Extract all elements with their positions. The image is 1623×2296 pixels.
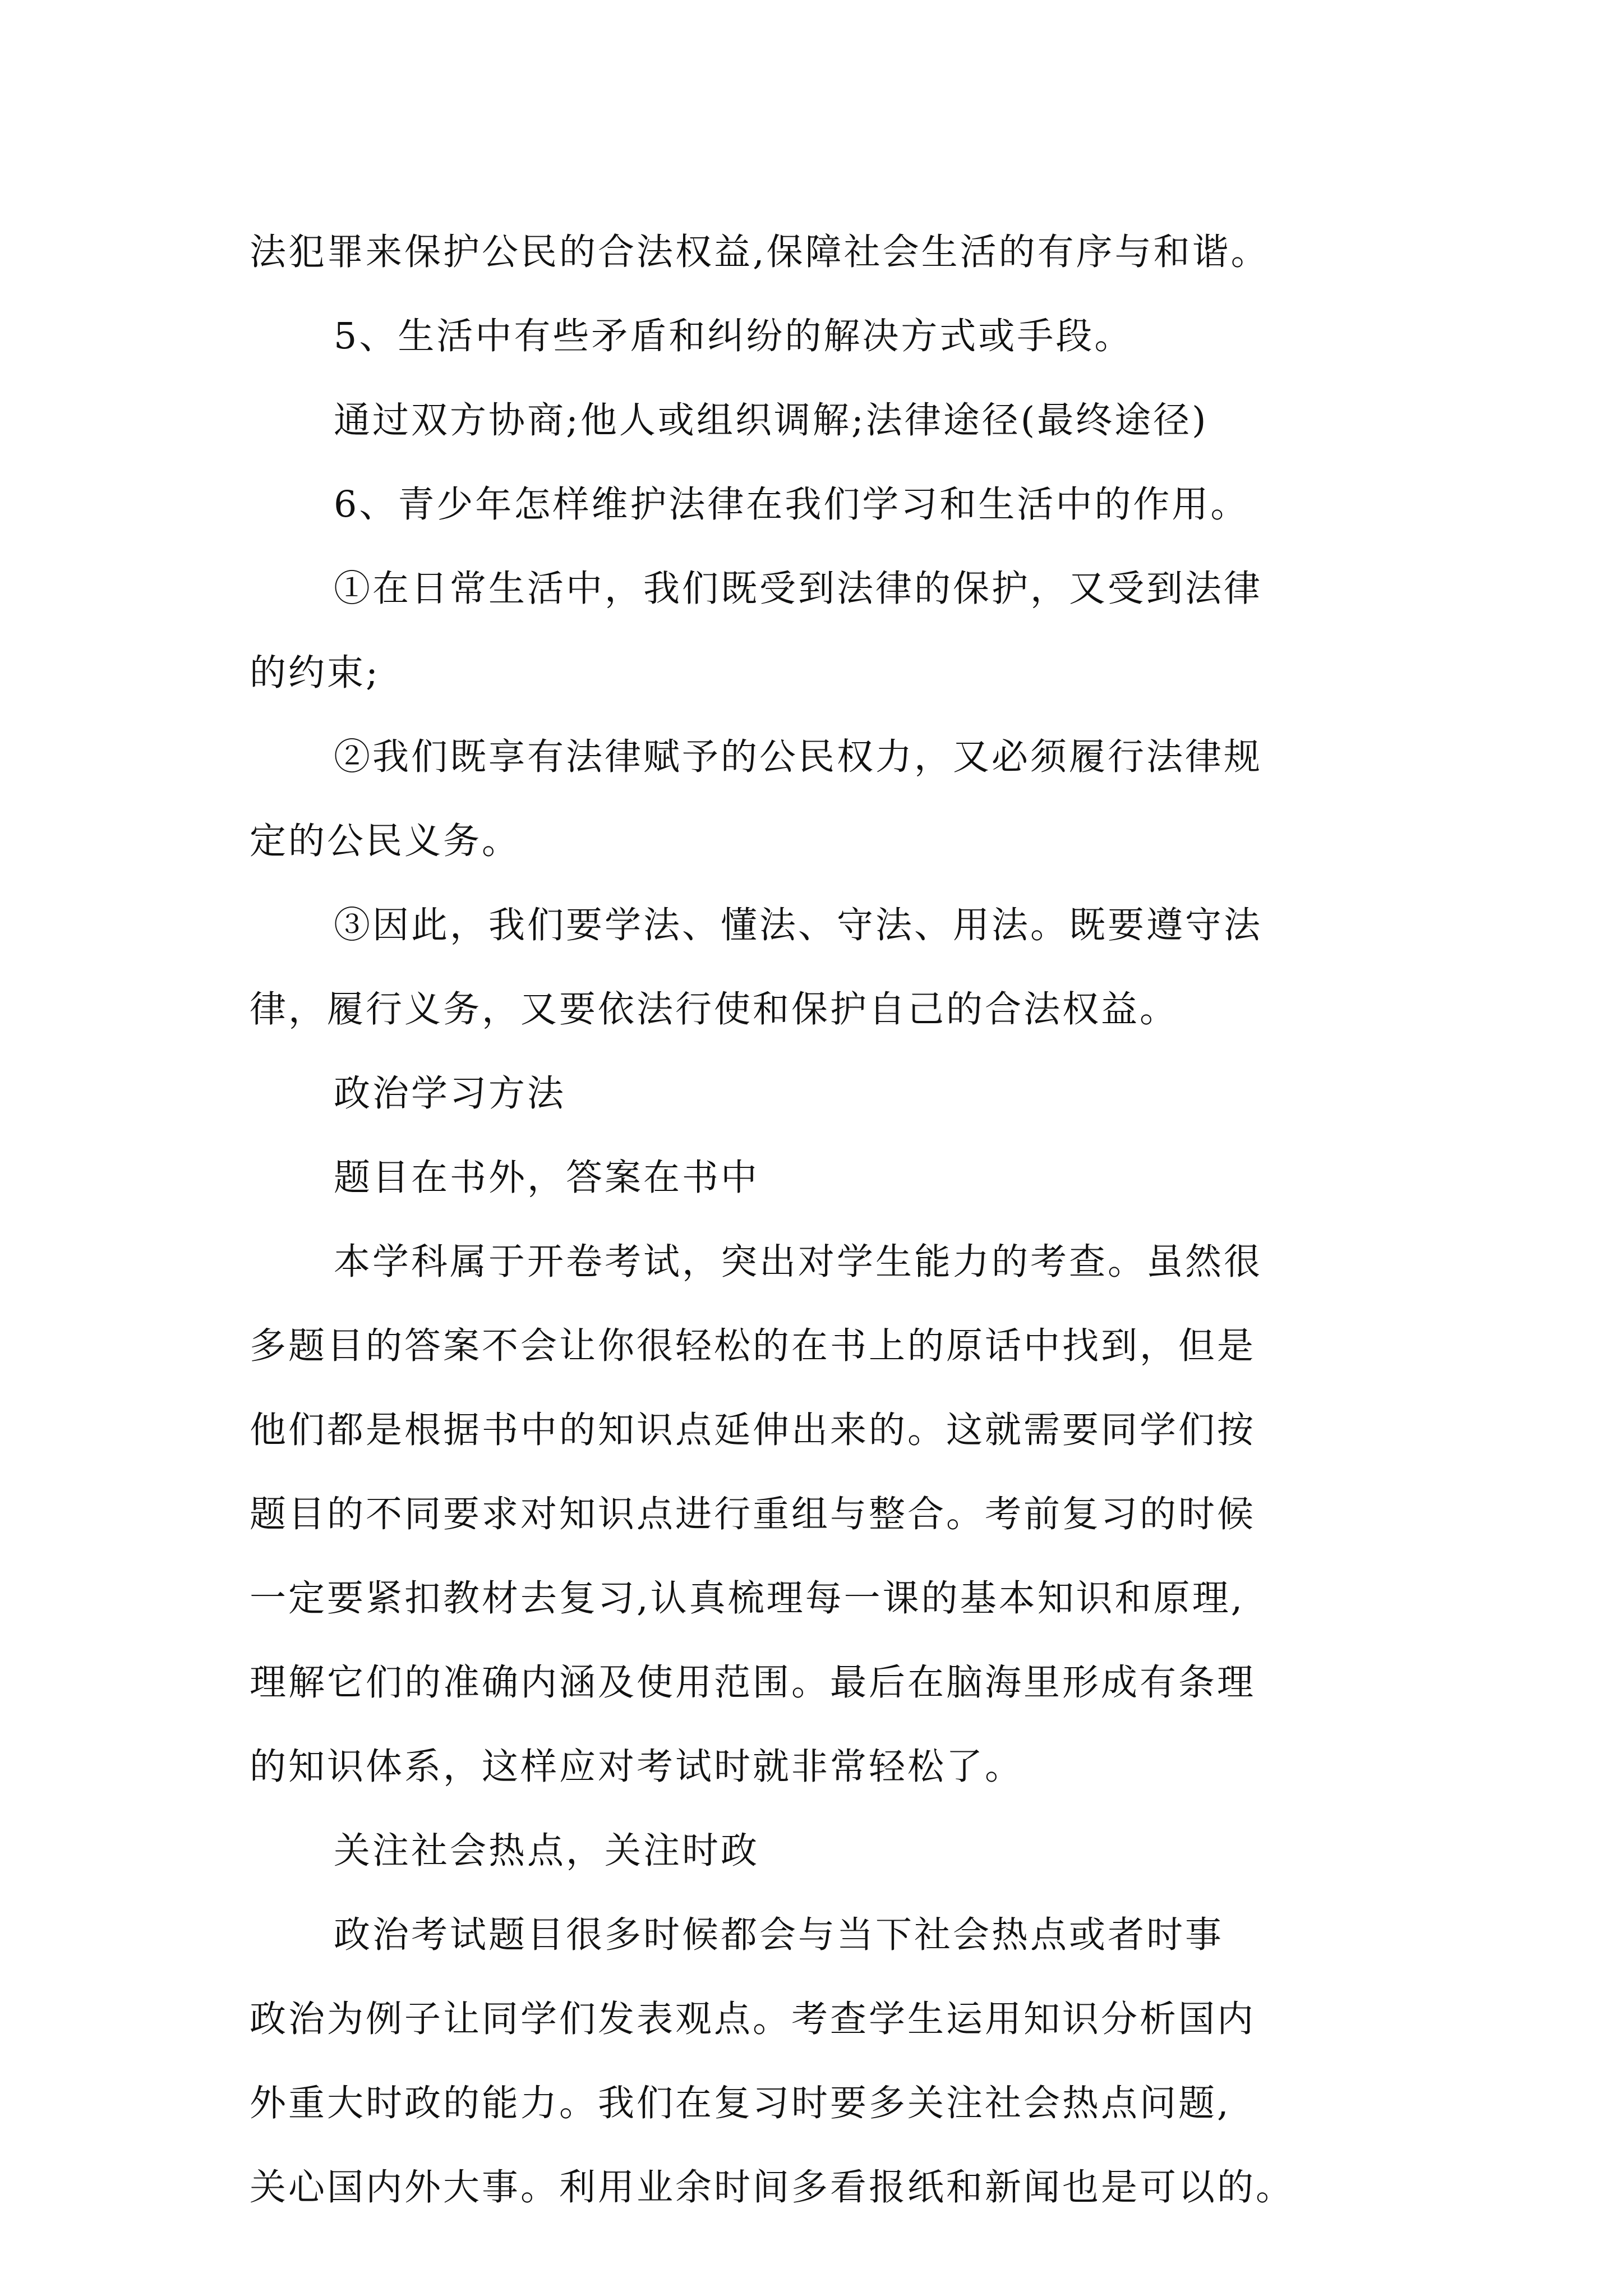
text-line: 关注社会热点，关注时政 [334,1830,760,1872]
text-line: 题目的不同要求对知识点进行重组与整合。考前复习的时候 [250,1493,1256,1535]
text-line: 的知识体系，这样应对考试时就非常轻松了。 [250,1746,1024,1788]
document-body [250,210,1427,2230]
text-line: 本学科属于开卷考试，突出对学生能力的考查。虽然很 [334,1241,1263,1283]
text-line: 通过双方协商;他人或组织调解;法律途径(最终途径) [334,399,1209,441]
text-line: 定的公民义务。 [250,820,521,862]
text-line: 律，履行义务，又要依法行使和保护自己的合法权益。 [250,988,1179,1030]
text-line: 多题目的答案不会让你很轻松的在书上的原话中找到，但是 [250,1325,1256,1367]
text-line: 5、生活中有些矛盾和纠纷的解决方式或手段。 [334,315,1133,357]
text-line: 理解它们的准确内涵及使用范围。最后在脑海里形成有条理 [250,1662,1256,1704]
text-line: 法犯罪来保护公民的合法权益,保障社会生活的有序与和谐。 [250,231,1270,273]
text-line: ②我们既享有法律赋予的公民权力，又必须履行法律规 [334,736,1263,778]
text-line: 政治学习方法 [334,1073,566,1115]
text-line: 一定要紧扣教材去复习,认真梳理每一课的基本知识和原理, [250,1577,1245,1619]
text-line: 外重大时政的能力。我们在复习时要多关注社会热点问题, [250,2082,1231,2124]
text-line: 的约束; [250,652,380,694]
text-line: 政治为例子让同学们发表观点。考查学生运用知识分析国内 [250,1998,1256,2040]
text-line: 关心国内外大事。利用业余时间多看报纸和新闻也是可以的。 [250,2166,1295,2208]
text-line: 6、青少年怎样维护法律在我们学习和生活中的作用。 [334,484,1249,526]
text-line: 题目在书外，答案在书中 [334,1157,760,1199]
text-line: 他们都是根据书中的知识点延伸出来的。这就需要同学们按 [250,1409,1256,1451]
text-line: ①在日常生活中，我们既受到法律的保护，又受到法律 [334,568,1263,610]
text-line: 政治考试题目很多时候都会与当下社会热点或者时事 [334,1914,1224,1956]
text-line: ③因此，我们要学法、懂法、守法、用法。既要遵守法 [334,904,1263,946]
